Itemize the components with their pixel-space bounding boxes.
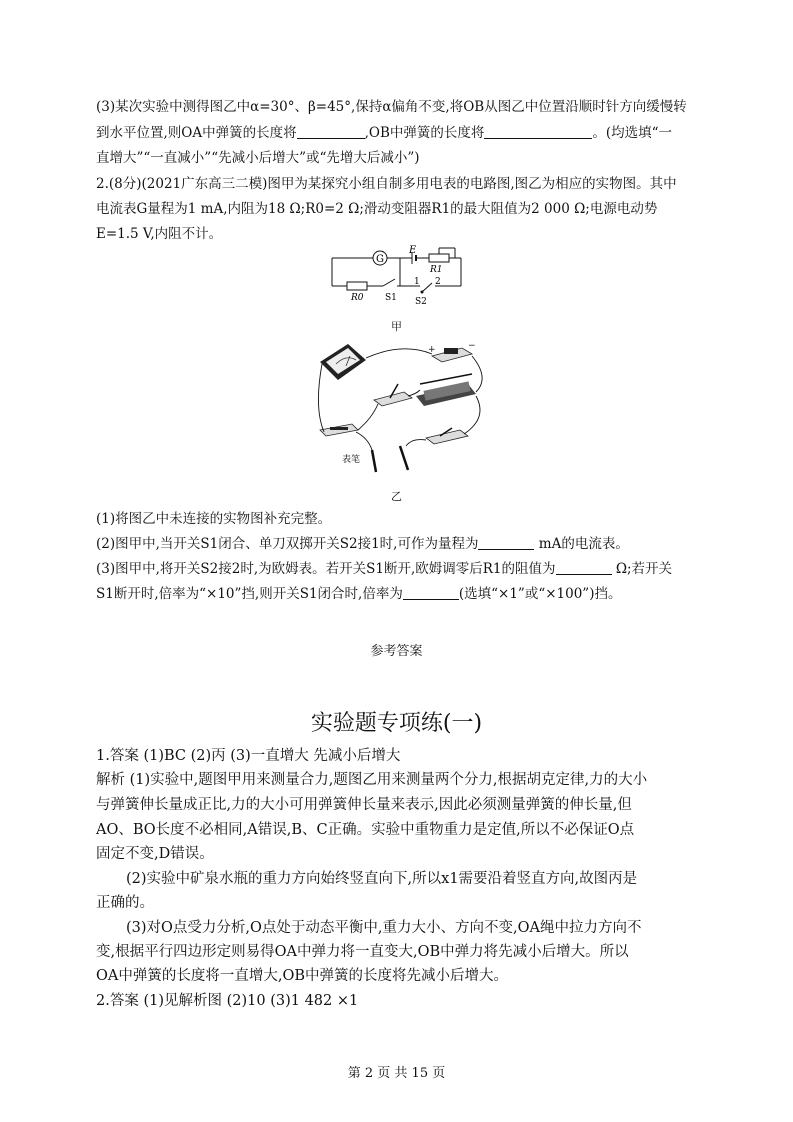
q1-part3-line2: 到水平位置,则OA中弹簧的长度将 ,OB中弹簧的长度将 。(均选填“一 bbox=[96, 125, 673, 141]
answer-1-explanation-line5: (2)实验中矿泉水瓶的重力方向始终竖直向下,所以x1需要沿着竖直方向,故图丙是 bbox=[126, 871, 638, 887]
answer-1-explanation-line6: 正确的。 bbox=[96, 895, 154, 911]
answer-1: 1.答案 (1)BC (2)丙 (3)一直增大 先减小后增大 bbox=[96, 748, 401, 764]
r1-label: R1 bbox=[430, 265, 443, 275]
switch-pivot bbox=[421, 291, 424, 294]
answer-1-explanation-line4: 固定不变,D错误。 bbox=[96, 846, 214, 862]
switch-s2-icon bbox=[426, 428, 468, 444]
section-title: 实验题专项练(一) bbox=[310, 711, 483, 736]
answer-blank[interactable] bbox=[478, 535, 534, 550]
answer-blank[interactable] bbox=[297, 124, 365, 139]
q2-sub3-line1: (3)图甲中,将开关S2接2时,为欧姆表。若开关S1断开,欧姆调零后R1的阻值为 Ω;若开关 bbox=[96, 561, 673, 577]
q2-stem-line3: E=1.5 V,内阻不计。 bbox=[96, 226, 223, 242]
answer-blank[interactable] bbox=[403, 585, 459, 600]
answer-blank[interactable] bbox=[556, 560, 612, 575]
battery-icon bbox=[428, 341, 476, 362]
q1-part3-line3: 直增大”“一直减小”“先减小后增大”或“先增大后减小”) bbox=[96, 150, 420, 166]
emf-label: E bbox=[409, 245, 417, 256]
s1-label: S1 bbox=[385, 293, 397, 303]
terminal-1-label: 1 bbox=[414, 277, 420, 287]
terminal-2-label: 2 bbox=[435, 277, 441, 287]
answer-1-explanation-line1: 解析 (1)实验中,题图甲用来测量合力,题图乙用来测量两个分力,根据胡克定律,力的大小 bbox=[96, 772, 648, 788]
answer-1-explanation-line7: (3)对O点受力分析,O点处于动态平衡中,重力大小、方向不变,OA绳中拉力方向不 bbox=[126, 920, 642, 936]
page-footer: 第 2 页 共 15 页 bbox=[347, 1066, 446, 1081]
answer-1-explanation-line9: OA中弹簧的长度将一直增大,OB中弹簧的长度将先减小后增大。 bbox=[96, 968, 509, 984]
q2-stem-line2: 电流表G量程为1 mA,内阻为18 Ω;R0=2 Ω;滑动变阻器R1的最大阻值为2 000 Ω;电源电动势 bbox=[96, 201, 658, 217]
q2-sub1: (1)将图乙中未连接的实物图补充完整。 bbox=[96, 511, 332, 527]
s2-label: S2 bbox=[415, 297, 427, 306]
galvanometer-label: G bbox=[376, 254, 384, 265]
answer-1-explanation-line2: 与弹簧伸长量成正比,力的大小可用弹簧伸长量来表示,因此必须测量弹簧的伸长量,但 bbox=[96, 797, 632, 813]
r0-label: R0 bbox=[351, 293, 364, 303]
q2-stem-line1: 2.(8分)(2021广东高三二模)图甲为某探究小组自制多用电表的电路图,图乙为相应的实物图。其中 bbox=[96, 176, 677, 192]
switch-s1-icon bbox=[374, 384, 412, 406]
q1-part3-line1: (3)某次实验中测得图乙中α=30°、β=45°,保持α偏角不变,将OB从图乙中位置沿顺时针方向缓慢转 bbox=[96, 99, 687, 115]
resistor-r0-icon bbox=[320, 424, 358, 436]
reference-answers-heading: 参考答案 bbox=[370, 644, 423, 659]
answer-blank[interactable] bbox=[484, 124, 592, 139]
apparatus-drawing bbox=[312, 338, 492, 478]
svg-text:+: + bbox=[428, 345, 436, 355]
answer-1-explanation-line3: AO、BO长度不必相同,A错误,B、C正确。实验中重物重力是定值,所以不必保证O点 bbox=[96, 822, 635, 838]
answer-1-explanation-line8: 变,根据平行四边形定则易得OA中弹力将一直变大,OB中弹力将先减小后增大。所以 bbox=[96, 944, 629, 960]
probe-leads-icon bbox=[372, 446, 408, 472]
rheostat-icon bbox=[416, 374, 476, 406]
circuit-diagram bbox=[325, 244, 475, 306]
svg-text:−: − bbox=[468, 341, 476, 351]
q2-sub2: (2)图甲中,当开关S1闭合、单刀双掷开关S2接1时,可作为量程为 mA的电流表。 bbox=[96, 536, 629, 552]
answer-2: 2.答案 (1)见解析图 (2)10 (3)1 482 ×1 bbox=[96, 993, 359, 1009]
figure-yi-caption: 乙 bbox=[391, 490, 402, 503]
probe-label: 表笔 bbox=[342, 455, 361, 465]
q2-sub3-line2: S1断开时,倍率为“×10”挡,则开关S1闭合时,倍率为 (选填“×1”或“×100”)挡。 bbox=[96, 586, 622, 602]
figure-jia-caption: 甲 bbox=[391, 320, 402, 333]
meter-icon bbox=[320, 344, 366, 380]
